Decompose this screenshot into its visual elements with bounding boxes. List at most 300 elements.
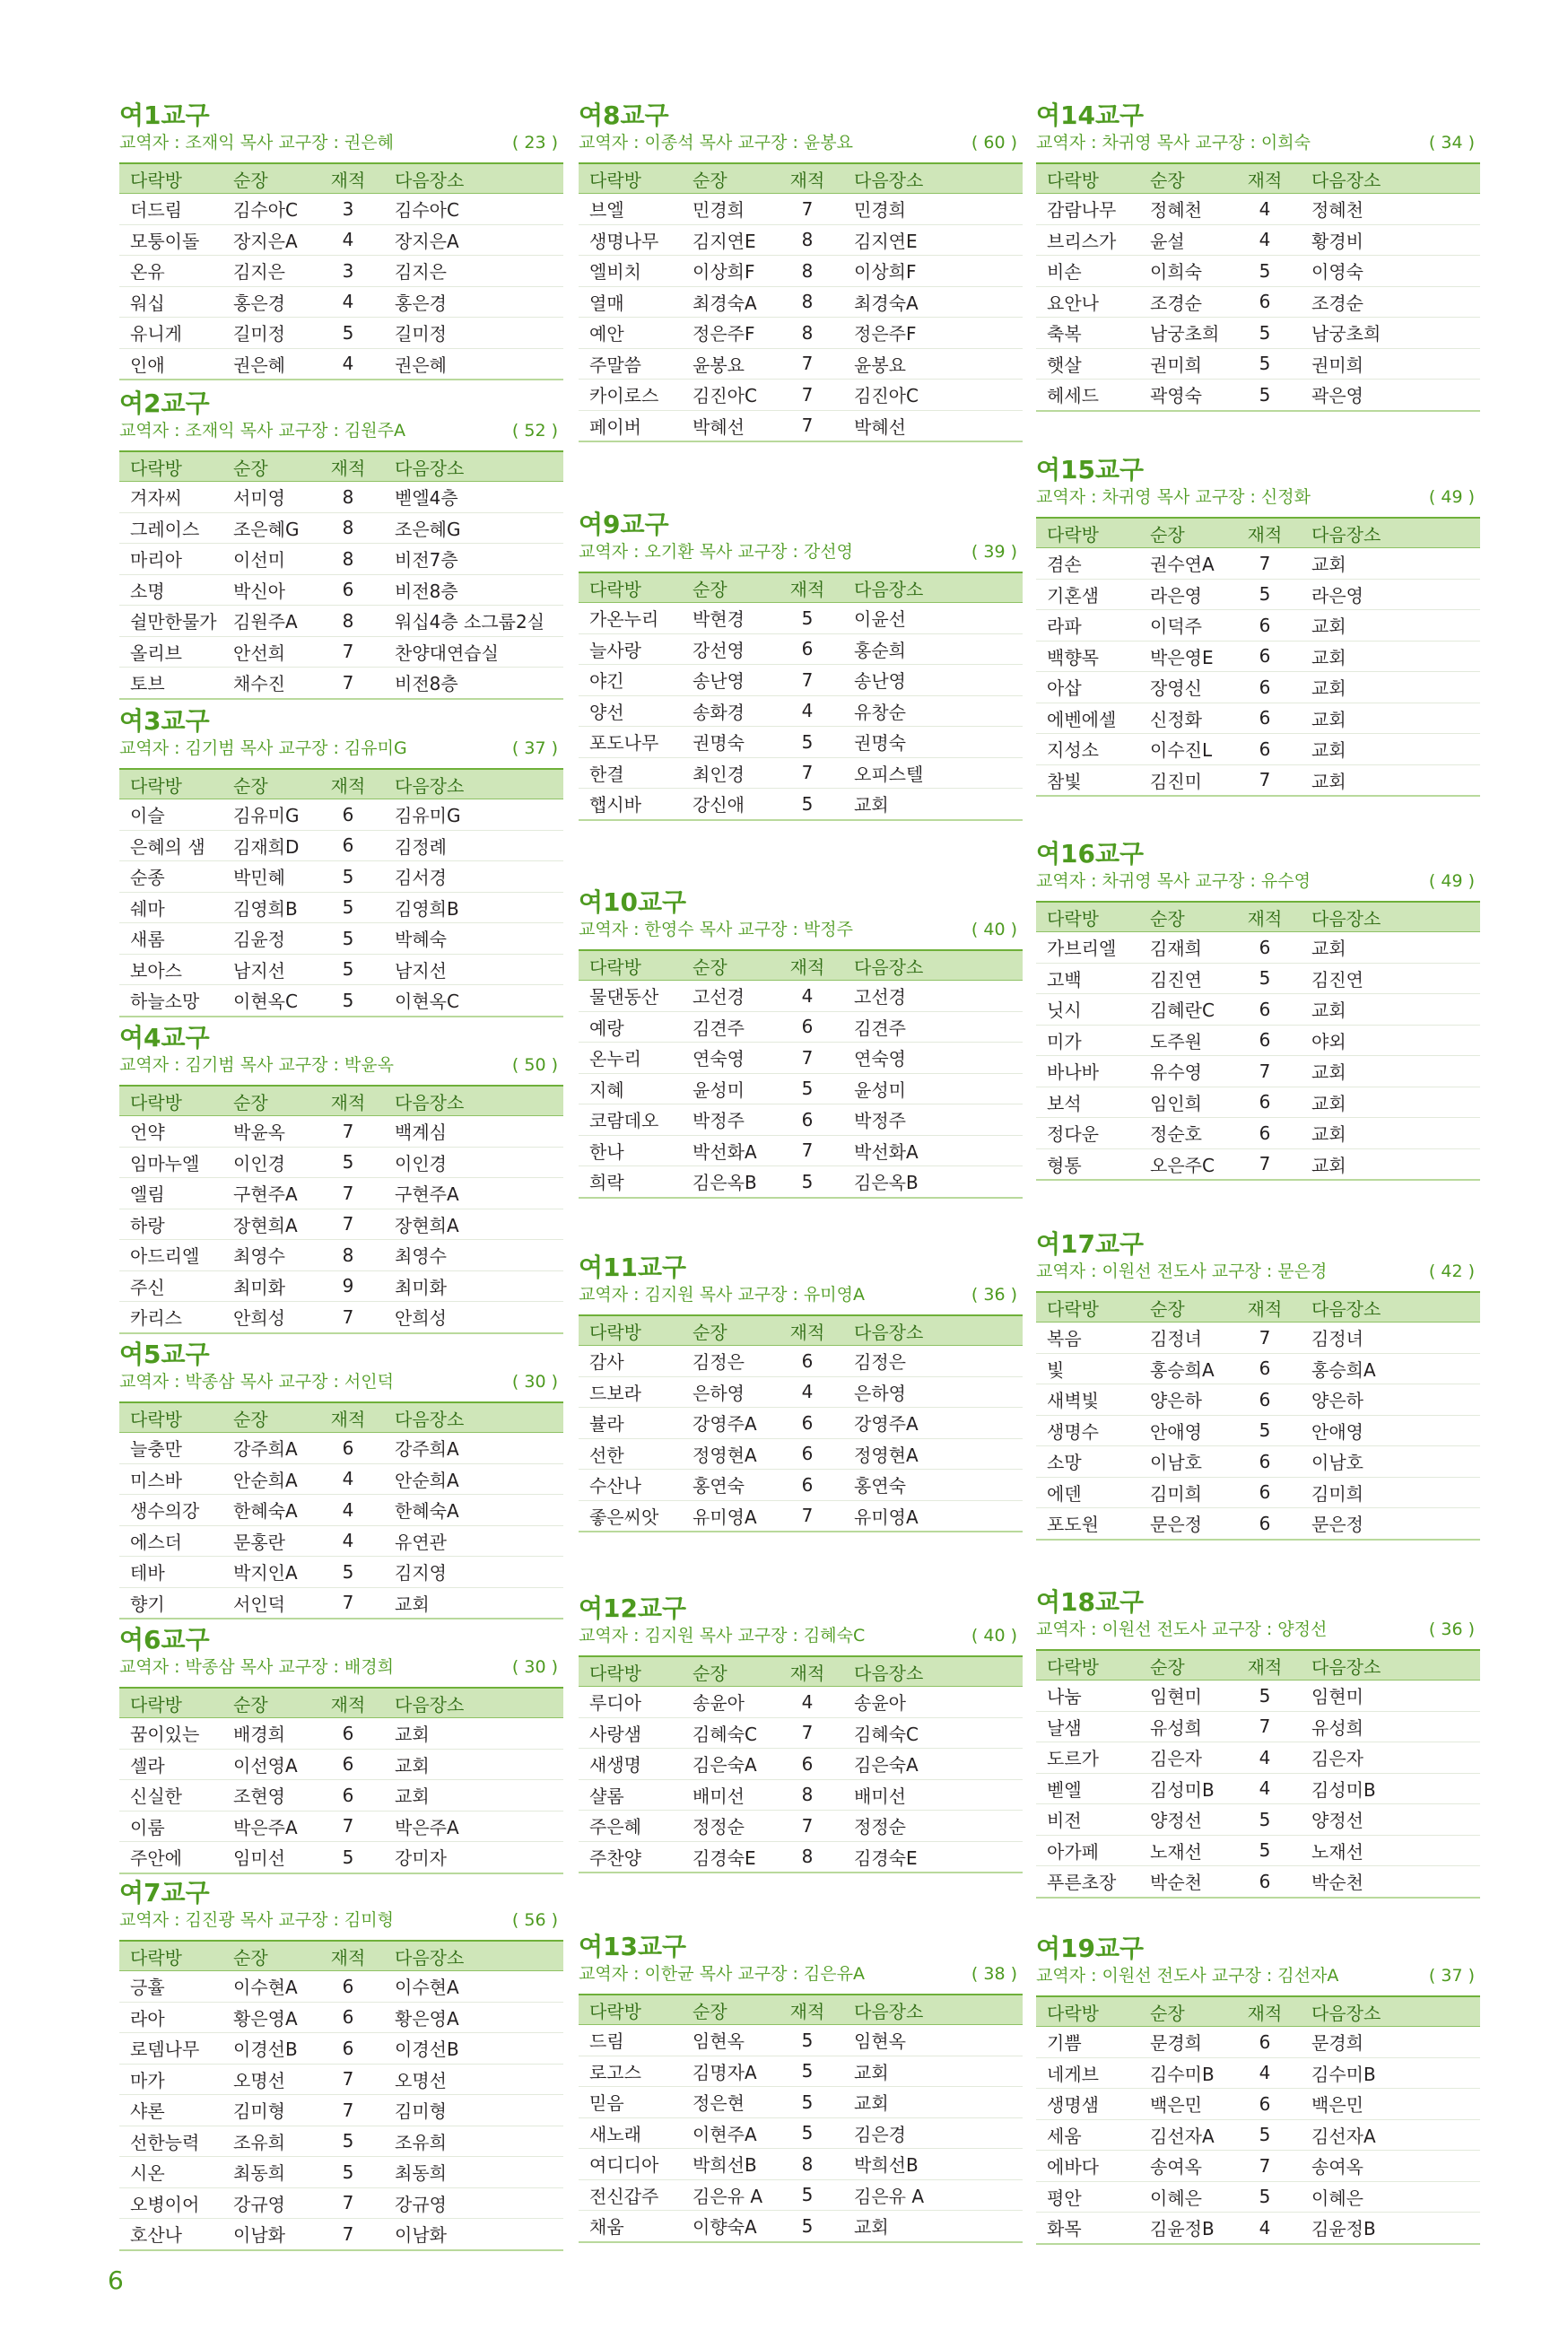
- header-group: 다락방: [1036, 518, 1139, 548]
- next-place: 박선화A: [843, 1135, 1023, 1166]
- leader-name: 안희성: [222, 1302, 312, 1333]
- leader-name: 황은영A: [222, 2002, 312, 2033]
- district-section: [579, 1593, 1023, 1873]
- table-row: [1036, 2151, 1480, 2182]
- next-place: 박순천: [1301, 1866, 1480, 1898]
- next-place: 강규영: [384, 2187, 563, 2219]
- header-leader: 순장: [222, 1402, 312, 1433]
- enrolled-count: 6: [312, 2033, 384, 2065]
- next-place: 김수미B: [1301, 2057, 1480, 2089]
- group-name: 네게브: [1036, 2057, 1139, 2089]
- district-staff: 교역자 : 박종삼 목사 교구장 : 배경희: [119, 1657, 394, 1677]
- enrolled-count: 6: [312, 1718, 384, 1750]
- table-row: [1036, 1087, 1480, 1118]
- next-place: 백계심: [384, 1116, 563, 1148]
- leader-name: 최경숙A: [682, 286, 771, 318]
- header-next-place: 다음장소: [1301, 902, 1480, 932]
- header-enrolled: 재적: [312, 1688, 384, 1718]
- header-next-place: 다음장소: [384, 451, 563, 482]
- header-enrolled: 재적: [771, 163, 843, 194]
- next-place: 정영현A: [843, 1438, 1023, 1470]
- header-group: 다락방: [1036, 902, 1139, 932]
- table-row: [1036, 1804, 1480, 1836]
- group-name: 주찬양: [579, 1841, 682, 1873]
- table-row: [1036, 1025, 1480, 1056]
- enrolled-count: 3: [312, 256, 384, 287]
- next-place: 교회: [1301, 610, 1480, 642]
- header-leader: 순장: [1139, 1292, 1229, 1323]
- next-place: 이상희F: [843, 256, 1023, 287]
- group-name: 한나: [579, 1135, 682, 1166]
- header-enrolled: 재적: [1229, 1650, 1301, 1681]
- group-name: 바나바: [1036, 1056, 1139, 1087]
- group-table: [119, 768, 563, 1017]
- group-name: 새롬: [119, 923, 222, 955]
- enrolled-count: 6: [771, 1408, 843, 1439]
- header-next-place: 다음장소: [1301, 1996, 1480, 2027]
- group-name: 가브리엘: [1036, 932, 1139, 964]
- header-group: 다락방: [119, 1086, 222, 1116]
- member-count: ( 49 ): [1428, 871, 1475, 891]
- enrolled-count: 7: [312, 1116, 384, 1148]
- table-row: [579, 1841, 1023, 1873]
- enrolled-count: 8: [771, 224, 843, 256]
- enrolled-count: 5: [312, 2157, 384, 2188]
- district-info: [1036, 1964, 1480, 1987]
- header-enrolled: 재적: [1229, 1292, 1301, 1323]
- enrolled-count: 5: [1229, 579, 1301, 610]
- next-place: 김선자A: [1301, 2119, 1480, 2151]
- group-name: 엘림: [119, 1178, 222, 1209]
- leader-name: 박윤옥: [222, 1116, 312, 1148]
- district-info: [579, 1283, 1023, 1306]
- enrolled-count: 5: [312, 1557, 384, 1588]
- group-name: 축복: [1036, 318, 1139, 349]
- next-place: 문은정: [1301, 1508, 1480, 1540]
- district-section: [579, 1932, 1023, 2243]
- header-enrolled: 재적: [312, 1086, 384, 1116]
- table-row: [579, 2056, 1023, 2087]
- enrolled-count: 7: [312, 1178, 384, 1209]
- group-name: 닛시: [1036, 994, 1139, 1026]
- district-section: [579, 510, 1023, 821]
- leader-name: 안선희: [222, 636, 312, 668]
- next-place: 홍연숙: [843, 1470, 1023, 1501]
- table-row: [579, 194, 1023, 225]
- header-next-place: 다음장소: [843, 1656, 1023, 1687]
- district-staff: 교역자 : 김지원 목사 교구장 : 김혜숙C: [579, 1626, 866, 1646]
- table-row: [579, 1011, 1023, 1043]
- table-row: [579, 1043, 1023, 1074]
- table-row: [119, 892, 563, 923]
- group-table: [119, 1085, 563, 1334]
- next-place: 비전7층: [384, 544, 563, 575]
- enrolled-count: 8: [771, 2149, 843, 2180]
- table-row: [119, 2002, 563, 2033]
- next-place: 임현옥: [843, 2025, 1023, 2056]
- group-name: 도르가: [1036, 1742, 1139, 1774]
- table-row: [1036, 1384, 1480, 1416]
- district-section: [1036, 839, 1480, 1181]
- table-row: [579, 2211, 1023, 2242]
- next-place: 김수아C: [384, 194, 563, 225]
- leader-name: 정순호: [1139, 1118, 1229, 1149]
- next-place: 벧엘4층: [384, 482, 563, 513]
- table-row: [579, 1166, 1023, 1198]
- table-row: [119, 2095, 563, 2126]
- group-name: 쉴만한물가: [119, 606, 222, 637]
- leader-name: 배미선: [682, 1779, 771, 1811]
- group-name: 하랑: [119, 1209, 222, 1240]
- header-next-place: 다음장소: [843, 1995, 1023, 2025]
- table-row: [119, 2187, 563, 2219]
- district-staff: 교역자 : 조재익 목사 교구장 : 김원주A: [119, 421, 405, 441]
- table-row: [1036, 286, 1480, 318]
- group-table: [119, 1940, 563, 2251]
- enrolled-count: 5: [1229, 380, 1301, 411]
- enrolled-count: 5: [771, 603, 843, 634]
- district-info: [579, 131, 1023, 154]
- header-next-place: 다음장소: [384, 1402, 563, 1433]
- group-name: 미가: [1036, 1025, 1139, 1056]
- next-place: 교회: [1301, 548, 1480, 580]
- enrolled-count: 5: [312, 318, 384, 349]
- enrolled-count: 7: [312, 2219, 384, 2250]
- group-name: 모퉁이돌: [119, 224, 222, 256]
- group-name: 비손: [1036, 256, 1139, 287]
- group-name: 이룸: [119, 1811, 222, 1842]
- leader-name: 최인경: [682, 757, 771, 789]
- enrolled-count: 4: [1229, 1773, 1301, 1804]
- header-next-place: 다음장소: [843, 950, 1023, 981]
- table-row: [119, 1302, 563, 1333]
- table-row: [1036, 1742, 1480, 1774]
- next-place: 안순희A: [384, 1463, 563, 1495]
- next-place: 이현옥C: [384, 985, 563, 1017]
- leader-name: 김지은: [222, 256, 312, 287]
- table-row: [1036, 1477, 1480, 1508]
- table-row: [119, 194, 563, 225]
- next-place: 교회: [1301, 994, 1480, 1026]
- enrolled-count: 7: [312, 636, 384, 668]
- table-row: [119, 348, 563, 380]
- group-name: 브엘: [579, 194, 682, 225]
- leader-name: 김혜란C: [1139, 994, 1229, 1026]
- leader-name: 박신아: [222, 574, 312, 606]
- table-row: [119, 2064, 563, 2095]
- next-place: 교회: [1301, 1118, 1480, 1149]
- group-name: 양선: [579, 695, 682, 727]
- group-name: 페이버: [579, 410, 682, 441]
- group-name: 쉐마: [119, 892, 222, 923]
- enrolled-count: 6: [1229, 734, 1301, 765]
- table-row: [579, 633, 1023, 665]
- group-name: 선한능력: [119, 2126, 222, 2157]
- district-staff: 교역자 : 차귀영 목사 교구장 : 이희숙: [1036, 133, 1311, 153]
- header-next-place: 다음장소: [843, 572, 1023, 603]
- table-row: [1036, 224, 1480, 256]
- group-name: 수산나: [579, 1470, 682, 1501]
- table-row: [1036, 994, 1480, 1026]
- enrolled-count: 5: [1229, 256, 1301, 287]
- member-count: ( 39 ): [971, 542, 1017, 562]
- enrolled-count: 5: [771, 2179, 843, 2211]
- member-count: ( 30 ): [511, 1372, 558, 1392]
- group-name: 늘사랑: [579, 633, 682, 665]
- table-row: [579, 1104, 1023, 1136]
- leader-name: 김혜숙C: [682, 1717, 771, 1749]
- header-group: 다락방: [119, 451, 222, 482]
- next-place: 홍은경: [384, 286, 563, 318]
- header-next-place: 다음장소: [384, 1086, 563, 1116]
- table-row: [119, 1842, 563, 1873]
- leader-name: 김정은: [682, 1346, 771, 1377]
- table-row: [119, 830, 563, 861]
- group-name: 향기: [119, 1587, 222, 1619]
- leader-name: 송여옥: [1139, 2151, 1229, 2182]
- leader-name: 민경희: [682, 194, 771, 225]
- table-row: [119, 1433, 563, 1464]
- district-staff: 교역자 : 김지원 목사 교구장 : 유미영A: [579, 1285, 865, 1305]
- next-place: 곽은영: [1301, 380, 1480, 411]
- member-count: ( 36 ): [971, 1285, 1017, 1305]
- district-section: [1036, 455, 1480, 797]
- leader-name: 김경숙E: [682, 1841, 771, 1873]
- next-place: 윤성미: [843, 1073, 1023, 1104]
- next-place: 김지은: [384, 256, 563, 287]
- enrolled-count: 7: [771, 1135, 843, 1166]
- group-name: 예안: [579, 318, 682, 349]
- next-place: 박은주A: [384, 1811, 563, 1842]
- leader-name: 김영희B: [222, 892, 312, 923]
- leader-name: 은하영: [682, 1376, 771, 1408]
- district-info: [1036, 131, 1480, 154]
- header-next-place: 다음장소: [384, 163, 563, 194]
- district-staff: 교역자 : 김기범 목사 교구장 : 박윤옥: [119, 1055, 394, 1075]
- group-name: 소망: [1036, 1446, 1139, 1478]
- leader-name: 길미정: [222, 318, 312, 349]
- enrolled-count: 7: [312, 2187, 384, 2219]
- next-place: 교회: [843, 2087, 1023, 2118]
- header-leader: 순장: [222, 769, 312, 799]
- district-title: 여17교구: [1036, 1229, 1145, 1259]
- table-row: [119, 224, 563, 256]
- enrolled-count: 5: [771, 789, 843, 820]
- district-section: [119, 1340, 563, 1619]
- district-staff: 교역자 : 이원선 전도사 교구장 : 문은경: [1036, 1262, 1328, 1281]
- group-name: 겨자씨: [119, 482, 222, 513]
- group-name: 벧엘: [1036, 1773, 1139, 1804]
- leader-name: 김진아C: [682, 380, 771, 411]
- member-count: ( 34 ): [1428, 133, 1475, 153]
- table-row: [1036, 734, 1480, 765]
- enrolled-count: 5: [312, 954, 384, 985]
- enrolled-count: 5: [1229, 1681, 1301, 1712]
- group-name: 요안나: [1036, 286, 1139, 318]
- group-name: 하늘소망: [119, 985, 222, 1017]
- table-row: [1036, 348, 1480, 380]
- leader-name: 곽영숙: [1139, 380, 1229, 411]
- leader-name: 최동희: [222, 2157, 312, 2188]
- next-place: 김은자: [1301, 1742, 1480, 1774]
- group-name: 에벤에셀: [1036, 703, 1139, 734]
- district-info: [119, 1908, 563, 1932]
- next-place: 김지연E: [843, 224, 1023, 256]
- table-row: [119, 2219, 563, 2250]
- group-name: 좋은씨앗: [579, 1500, 682, 1532]
- district-staff: 교역자 : 조재익 목사 교구장 : 권은혜: [119, 133, 394, 153]
- enrolled-count: 7: [312, 1587, 384, 1619]
- table-row: [579, 348, 1023, 380]
- leader-name: 박은영E: [1139, 641, 1229, 672]
- table-row: [579, 380, 1023, 411]
- next-place: 조유희: [384, 2126, 563, 2157]
- enrolled-count: 8: [312, 1240, 384, 1271]
- group-name: 올리브: [119, 636, 222, 668]
- enrolled-count: 6: [312, 2002, 384, 2033]
- enrolled-count: 5: [771, 2025, 843, 2056]
- table-row: [1036, 548, 1480, 580]
- leader-name: 고선경: [682, 981, 771, 1012]
- next-place: 한혜숙A: [384, 1495, 563, 1526]
- header-enrolled: 재적: [1229, 163, 1301, 194]
- table-row: [119, 286, 563, 318]
- group-name: 루디아: [579, 1687, 682, 1718]
- leader-name: 김수아C: [222, 194, 312, 225]
- next-place: 강주희A: [384, 1433, 563, 1464]
- enrolled-count: 4: [312, 286, 384, 318]
- next-place: 길미정: [384, 318, 563, 349]
- leader-name: 김성미B: [1139, 1773, 1229, 1804]
- district-section: [1036, 100, 1480, 412]
- next-place: 최미화: [384, 1270, 563, 1302]
- group-name: 아삽: [1036, 672, 1139, 703]
- enrolled-count: 7: [1229, 1711, 1301, 1742]
- next-place: 양은하: [1301, 1384, 1480, 1416]
- enrolled-count: 4: [312, 1525, 384, 1557]
- leader-name: 김지연E: [682, 224, 771, 256]
- table-row: [119, 1587, 563, 1619]
- group-name: 주말씀: [579, 348, 682, 380]
- next-place: 이인경: [384, 1147, 563, 1178]
- next-place: 김혜숙C: [843, 1717, 1023, 1749]
- enrolled-count: 5: [312, 1842, 384, 1873]
- group-name: 아드리엘: [119, 1240, 222, 1271]
- leader-name: 조현영: [222, 1780, 312, 1812]
- leader-name: 남지선: [222, 954, 312, 985]
- group-name: 전신갑주: [579, 2179, 682, 2211]
- group-name: 형통: [1036, 1148, 1139, 1180]
- header-group: 다락방: [119, 1402, 222, 1433]
- leader-name: 조유희: [222, 2126, 312, 2157]
- leader-name: 이현주A: [682, 2117, 771, 2149]
- header-leader: 순장: [1139, 163, 1229, 194]
- next-place: 연숙영: [843, 1043, 1023, 1074]
- leader-name: 강신애: [682, 789, 771, 820]
- table-row: [119, 1557, 563, 1588]
- district-info: [119, 1370, 563, 1393]
- next-place: 김은유 A: [843, 2179, 1023, 2211]
- leader-name: 김원주A: [222, 606, 312, 637]
- header-next-place: 다음장소: [843, 1315, 1023, 1346]
- enrolled-count: 6: [1229, 641, 1301, 672]
- group-name: 햇살: [1036, 348, 1139, 380]
- table-header-row: [119, 1402, 563, 1433]
- header-enrolled: 재적: [1229, 1996, 1301, 2027]
- next-place: 이수현A: [384, 1971, 563, 2003]
- table-row: [119, 2157, 563, 2188]
- leader-name: 문홍란: [222, 1525, 312, 1557]
- table-header-row: [1036, 163, 1480, 194]
- enrolled-count: 4: [771, 695, 843, 727]
- district-staff: 교역자 : 한영수 목사 교구장 : 박정주: [579, 920, 853, 939]
- member-count: ( 38 ): [971, 1964, 1017, 1984]
- group-name: 나눔: [1036, 1681, 1139, 1712]
- table-row: [579, 2179, 1023, 2211]
- group-name: 햅시바: [579, 789, 682, 820]
- district-section: [119, 100, 563, 380]
- next-place: 김은옥B: [843, 1166, 1023, 1198]
- table-row: [579, 286, 1023, 318]
- enrolled-count: 5: [312, 2126, 384, 2157]
- table-row: [1036, 2213, 1480, 2244]
- leader-name: 강규영: [222, 2187, 312, 2219]
- group-name: 신실한: [119, 1780, 222, 1812]
- enrolled-count: 6: [1229, 994, 1301, 1026]
- group-name: 감람나무: [1036, 194, 1139, 225]
- table-row: [1036, 579, 1480, 610]
- table-row: [1036, 1711, 1480, 1742]
- leader-name: 권명숙: [682, 727, 771, 758]
- group-name: 테바: [119, 1557, 222, 1588]
- enrolled-count: 7: [771, 757, 843, 789]
- next-place: 비전8층: [384, 668, 563, 699]
- enrolled-count: 6: [312, 1433, 384, 1464]
- group-name: 아가페: [1036, 1835, 1139, 1866]
- member-count: ( 40 ): [971, 920, 1017, 939]
- group-name: 열매: [579, 286, 682, 318]
- header-enrolled: 재적: [771, 1315, 843, 1346]
- enrolled-count: 4: [771, 981, 843, 1012]
- group-name: 긍휼: [119, 1971, 222, 2003]
- next-place: 김은숙A: [843, 1749, 1023, 1780]
- group-name: 복음: [1036, 1323, 1139, 1354]
- next-place: 김영희B: [384, 892, 563, 923]
- next-place: 교회: [384, 1718, 563, 1750]
- group-name: 드림: [579, 2025, 682, 2056]
- group-table: [1036, 517, 1480, 797]
- next-place: 교회: [843, 2056, 1023, 2087]
- group-name: 보석: [1036, 1087, 1139, 1118]
- leader-name: 문경희: [1139, 2027, 1229, 2058]
- table-row: [1036, 1353, 1480, 1384]
- leader-name: 연숙영: [682, 1043, 771, 1074]
- table-row: [1036, 2027, 1480, 2058]
- group-name: 보아스: [119, 954, 222, 985]
- leader-name: 김은자: [1139, 1742, 1229, 1774]
- header-group: 다락방: [119, 1941, 222, 1971]
- leader-name: 홍은경: [222, 286, 312, 318]
- group-name: 푸른초장: [1036, 1866, 1139, 1898]
- group-name: 평안: [1036, 2181, 1139, 2213]
- enrolled-count: 6: [1229, 1118, 1301, 1149]
- group-name: 기쁨: [1036, 2027, 1139, 2058]
- group-name: 고백: [1036, 963, 1139, 994]
- group-name: 카이로스: [579, 380, 682, 411]
- group-name: 로고스: [579, 2056, 682, 2087]
- district-info: [1036, 869, 1480, 893]
- group-name: 이슬: [119, 799, 222, 831]
